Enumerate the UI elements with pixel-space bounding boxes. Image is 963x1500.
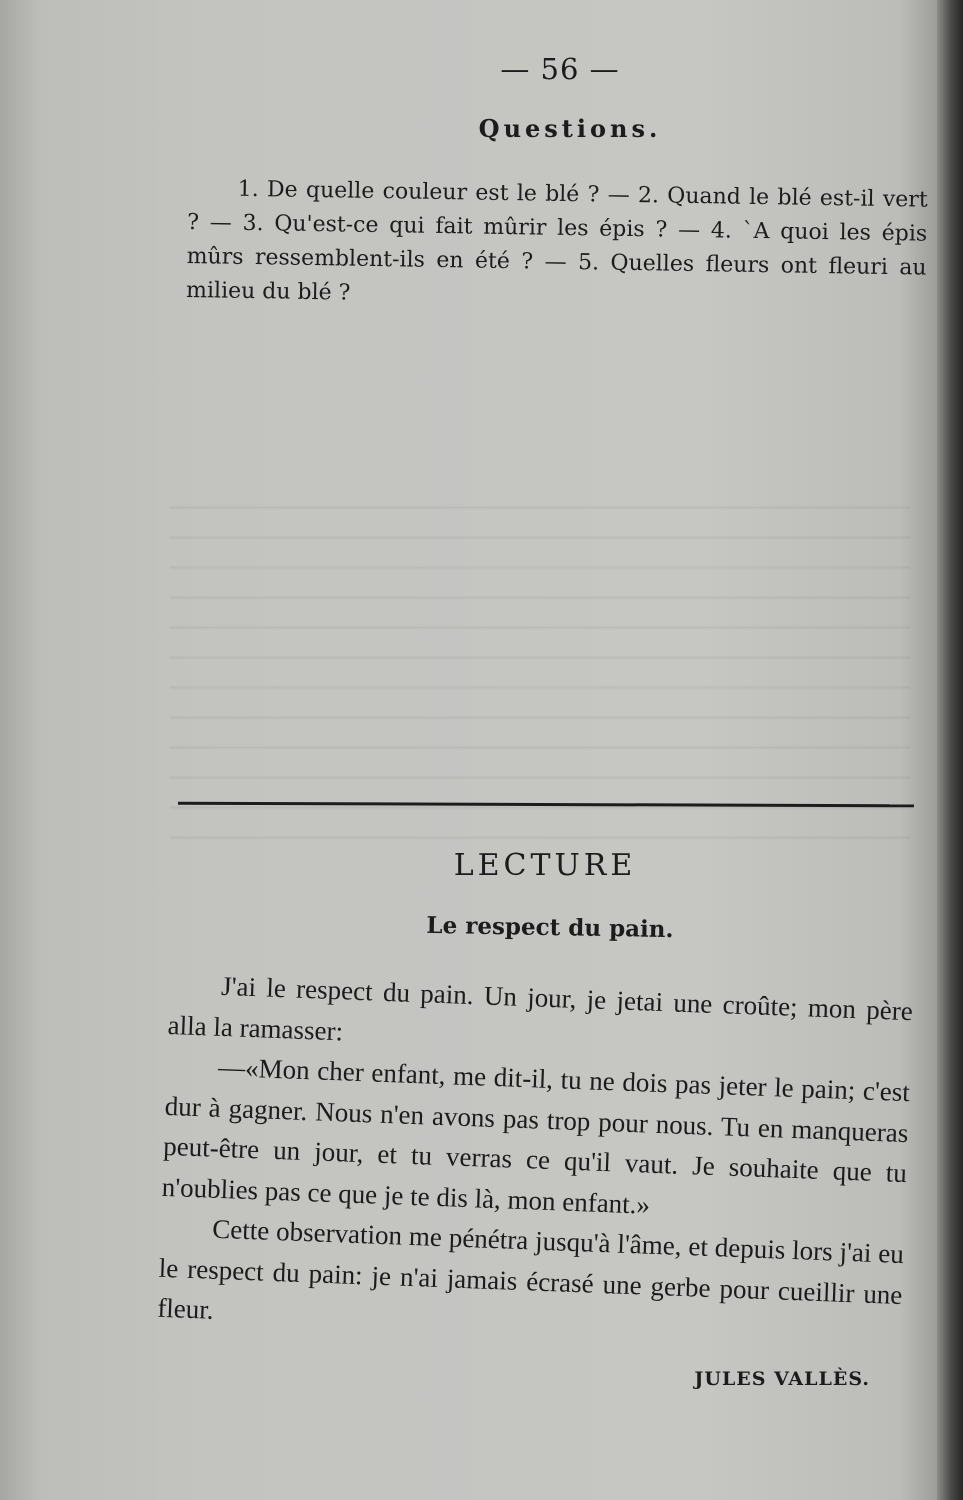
reading-paragraph: —«Mon cher enfant, me dit-il, tu ne dois pas jeter le pain; c'est dur à gagner. Nous n'en avons pas trop pour nous. Tu en manqueras peut-être un jour, et tu verras ce qu'il vaut. Je souhaite que tu n'oublies pas ce que je te dis là, mon enfant.» [161, 1051, 911, 1220]
page-spine-shadow [937, 0, 963, 1500]
reading-title: Le respect du pain. [426, 911, 674, 944]
lecture-heading: LECTURE [453, 848, 637, 883]
author-signature: JULES VALLÈS. [694, 1368, 870, 1390]
page-number: — 56 — [500, 52, 620, 86]
show-through-texture [170, 480, 910, 840]
reading-paragraph: Cette observation me pénétra jusqu'à l'âme, et depuis lors j'ai eu le respect du pain: je n'ai jamais écrasé une gerbe pour cueillir une fleur. [156, 1213, 905, 1325]
reading-paragraph: J'ai le respect du pain. Un jour, je jetai une croûte; mon père alla la ramasser: [167, 970, 914, 1046]
questions-text: 1. De quelle couleur est le blé ? — 2. Quand le blé est-il vert ? — 3. Qu'est-ce qui fait mûrir les épis ? — 4. `A quoi les épis mûrs ressemblent-ils en été ? — 5. Quelles fleurs ont fleuri au milieu du blé ? [185, 176, 928, 306]
reading-body [157, 964, 914, 1356]
questions-heading: Questions. [478, 114, 662, 143]
